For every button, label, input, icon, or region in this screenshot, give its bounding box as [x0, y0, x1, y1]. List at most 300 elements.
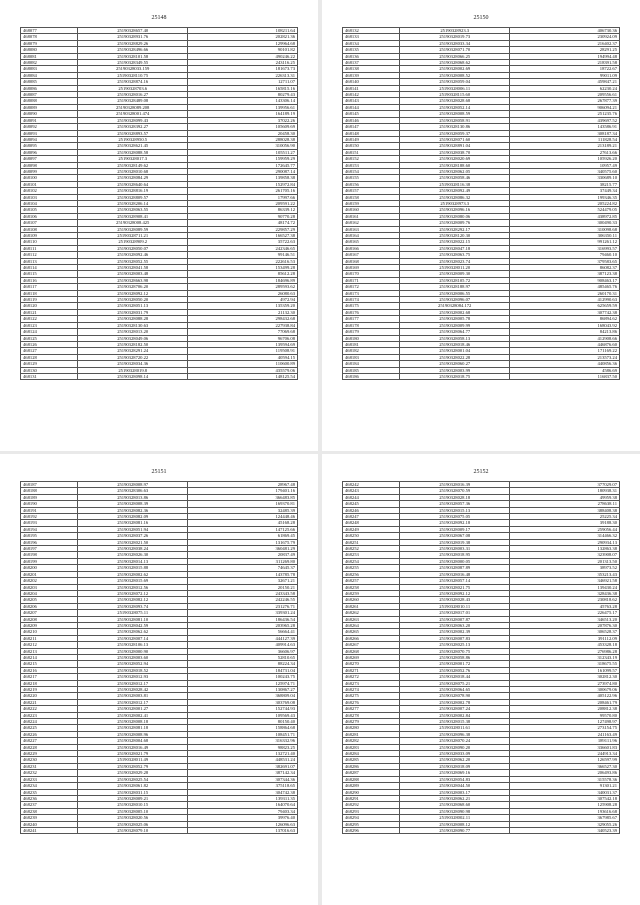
page-title: 25151 [151, 469, 167, 475]
amount-cell: 388408.38 [510, 507, 620, 513]
account-code-cell: 25190328909.2 [78, 239, 188, 245]
account-code-cell: 25190328711.21 [78, 233, 188, 239]
account-code-cell: 25190328349.55 [78, 60, 188, 66]
account-code-cell: 25190328081.16 [78, 520, 188, 526]
amount-cell: 446876.60 [510, 341, 620, 347]
amount-cell: 99570.80 [510, 712, 620, 718]
account-code-cell: 25190328092.12 [78, 290, 188, 296]
row-id-cell: 468168 [343, 258, 400, 264]
row-id-cell: 468129 [21, 361, 78, 367]
row-id-cell: 468116 [21, 277, 78, 283]
row-id-cell: 468221 [21, 699, 78, 705]
account-code-cell: 25190328050.07 [78, 245, 188, 251]
account-code-cell: 25190328090.77 [400, 827, 510, 833]
amount-cell: 213189.21 [510, 143, 620, 149]
amount-cell: 353213.43 [510, 571, 620, 577]
amount-cell: 126597.99 [510, 757, 620, 763]
row-id-cell: 468085 [21, 79, 78, 85]
row-id-cell: 468148 [343, 130, 400, 136]
amount-cell: 340575.60 [510, 168, 620, 174]
amount-cell: 227938.84 [188, 322, 298, 328]
row-id-cell: 468124 [21, 329, 78, 335]
amount-cell: 139594.69 [188, 341, 298, 347]
row-id-cell: 468240 [21, 821, 78, 827]
amount-cell: 312343.19 [510, 654, 620, 660]
row-id-cell: 468218 [21, 680, 78, 686]
account-code-cell: 25190328059.37 [400, 130, 510, 136]
amount-cell: 166527.38 [188, 233, 298, 239]
row-id-cell: 468134 [343, 40, 400, 46]
row-id-cell: 468201 [21, 571, 78, 577]
account-code-cell: 25190328082.36 [78, 507, 188, 513]
amount-cell: 96706.08 [188, 335, 298, 341]
amount-cell: 199346.35 [510, 194, 620, 200]
account-code-cell: 25190328066.25 [400, 53, 510, 59]
account-code-cell: 25190328052.94 [78, 661, 188, 667]
account-code-cell: 25190328009.76 [400, 220, 510, 226]
row-id-cell: 468295 [343, 821, 400, 827]
amount-cell: 28967.48 [188, 482, 298, 488]
account-code-cell: 25190328893.57 [78, 130, 188, 136]
row-id-cell: 468225 [21, 725, 78, 731]
row-id-cell: 468091 [21, 117, 78, 123]
amount-cell: 110600.89 [188, 361, 298, 367]
row-id-cell: 468236 [21, 795, 78, 801]
account-code-cell: 25190328028.18 [400, 494, 510, 500]
row-id-cell: 468202 [21, 578, 78, 584]
amount-cell: 346921.58 [510, 578, 620, 584]
account-code-cell: 25190328075.05 [400, 514, 510, 520]
row-id-cell: 468189 [21, 494, 78, 500]
amount-cell: 99011.09 [510, 72, 620, 78]
row-id-cell: 468089 [21, 104, 78, 110]
amount-cell: 288028.38 [188, 136, 298, 142]
account-code-cell: 25190328028.42 [78, 687, 188, 693]
amount-cell: 90101.82 [188, 47, 298, 53]
account-code-cell: 25190328009.30 [400, 271, 510, 277]
row-id-cell: 468106 [21, 213, 78, 219]
account-code-cell: 25190328059.04 [400, 79, 510, 85]
account-code-cell: 25190328064.77 [400, 329, 510, 335]
row-id-cell: 468254 [343, 558, 400, 564]
amount-cell: 26080.63 [188, 290, 298, 296]
amount-cell: 135359.20 [188, 303, 298, 309]
account-code-cell: 25190328000.05 [400, 558, 510, 564]
row-id-cell: 468163 [343, 226, 400, 232]
amount-cell: 132863.38 [510, 546, 620, 552]
row-id-cell: 468243 [343, 488, 400, 494]
amount-cell: 168043.92 [510, 322, 620, 328]
amount-cell: 74645.37 [188, 565, 298, 571]
row-id-cell: 468277 [343, 706, 400, 712]
document-page-2 [322, 0, 640, 451]
account-code-cell: 25190328028.43 [400, 597, 510, 603]
account-code-cell: 25190328012.93 [78, 674, 188, 680]
row-id-cell: 468198 [21, 552, 78, 558]
row-id-cell: 468166 [343, 245, 400, 251]
account-code-cell: 25190328007.14 [78, 635, 188, 641]
amount-cell: 375118.65 [188, 783, 298, 789]
amount-cell: 25225.34 [510, 514, 620, 520]
account-code-cell: 25190328070.75 [400, 648, 510, 654]
amount-cell: 302812.30 [510, 674, 620, 680]
amount-cell: 382691.07 [188, 763, 298, 769]
amount-cell: 304742.38 [188, 789, 298, 795]
amount-cell: 137016.63 [188, 827, 298, 833]
amount-cell: 79403.34 [188, 808, 298, 814]
amount-cell: 307344.36 [188, 776, 298, 782]
account-code-cell: 25190328033.159 [78, 66, 188, 72]
amount-cell: 171169.22 [510, 348, 620, 354]
row-id-cell: 468175 [343, 303, 400, 309]
account-code-cell: 25190328093.74 [78, 603, 188, 609]
amount-cell: 377029.07 [510, 482, 620, 488]
amount-cell: 308187.34 [510, 130, 620, 136]
row-id-cell: 468079 [21, 40, 78, 46]
row-id-cell: 468130 [21, 367, 78, 373]
amount-cell: 139430.24 [510, 584, 620, 590]
account-code-cell: 25190328706.20 [78, 284, 188, 290]
amount-cell: 290934.13 [510, 539, 620, 545]
account-code-cell: 25190328002.11 [400, 815, 510, 821]
account-code-cell: 25190328188.60 [400, 162, 510, 168]
amount-cell: 38973.52 [510, 565, 620, 571]
data-table [342, 27, 620, 380]
row-id-cell: 468270 [343, 661, 400, 667]
account-code-cell: 25190328008.96 [78, 731, 188, 737]
amount-cell: 56664.41 [188, 629, 298, 635]
account-code-cell: 25190328007.83 [400, 635, 510, 641]
amount-cell: 85612.28 [188, 271, 298, 277]
row-id-cell: 468196 [21, 539, 78, 545]
account-code-cell: 25190328064.65 [400, 687, 510, 693]
document-page-1 [0, 0, 318, 451]
account-code-cell: 25190328060.27 [400, 361, 510, 367]
account-code-cell: 25190328009.17 [400, 526, 510, 532]
amount-cell: 194994.48 [510, 53, 620, 59]
account-code-cell: 25190328182.50 [78, 341, 188, 347]
account-code-cell: 25190328013.86 [78, 494, 188, 500]
account-code-cell: 25190328028.68 [400, 98, 510, 104]
account-code-cell: 25190328016.49 [78, 744, 188, 750]
row-id-cell: 468195 [21, 533, 78, 539]
amount-cell: 448531.24 [188, 757, 298, 763]
account-code-cell: 25190328082.12 [78, 597, 188, 603]
row-id-cell: 468232 [21, 770, 78, 776]
amount-cell: 49959.38 [510, 494, 620, 500]
account-code-cell: 25190328058.91 [400, 117, 510, 123]
row-id-cell: 468207 [21, 610, 78, 616]
amount-cell: 323908.07 [510, 552, 620, 558]
account-code-cell: 25190328020.69 [400, 156, 510, 162]
row-id-cell: 468095 [21, 143, 78, 149]
amount-cell: 330689.10 [510, 175, 620, 181]
row-id-cell: 468214 [21, 654, 78, 660]
row-id-cell: 468215 [21, 661, 78, 667]
row-id-cell: 468213 [21, 648, 78, 654]
account-code-cell: 25190328022.28 [400, 354, 510, 360]
row-id-cell: 468123 [21, 322, 78, 328]
row-id-cell: 468285 [343, 757, 400, 763]
account-code-cell: 25190328058.46 [400, 175, 510, 181]
row-id-cell: 468259 [343, 590, 400, 596]
account-code-cell: 25190328062.05 [400, 168, 510, 174]
amount-cell: 164189.19 [188, 111, 298, 117]
account-code-cell: 25190328098.14 [78, 373, 188, 379]
amount-cell: 289593.62 [188, 284, 298, 290]
row-id-cell: 468193 [21, 520, 78, 526]
amount-cell: 79460.10 [510, 252, 620, 258]
row-id-cell: 468266 [343, 635, 400, 641]
account-code-cell: 25190328188.97 [400, 284, 510, 290]
account-code-cell: 25190328081.10 [78, 616, 188, 622]
row-id-cell: 468234 [21, 783, 78, 789]
row-id-cell: 468239 [21, 815, 78, 821]
account-code-cell: 25190328106.13 [78, 642, 188, 648]
amount-cell: 366483.85 [188, 494, 298, 500]
account-code-cell: 25190328051.94 [78, 526, 188, 532]
amount-cell: 242246.55 [188, 597, 298, 603]
row-id-cell: 468160 [343, 207, 400, 213]
amount-cell: 438972.85 [510, 213, 620, 219]
row-id-cell: 468248 [343, 520, 400, 526]
account-code-cell: 25190328720.22 [78, 354, 188, 360]
data-table [20, 481, 298, 834]
row-id-cell: 468103 [21, 194, 78, 200]
account-code-cell: 25190328063.55 [78, 207, 188, 213]
amount-cell: 367985.67 [510, 815, 620, 821]
amount-cell: 213573.24 [510, 354, 620, 360]
account-code-cell: 25190328130.63 [78, 322, 188, 328]
account-code-cell: 25190328002.39 [400, 629, 510, 635]
row-id-cell: 468293 [343, 808, 400, 814]
account-code-cell: 25190328052.55 [78, 258, 188, 264]
row-id-cell: 468257 [343, 578, 400, 584]
row-id-cell: 468290 [343, 789, 400, 795]
row-id-cell: 468220 [21, 693, 78, 699]
account-code-cell: 25190328075.11 [78, 610, 188, 616]
row-id-cell: 468156 [343, 181, 400, 187]
account-code-cell: 25190328041.58 [78, 265, 188, 271]
amount-cell: 105609.69 [188, 124, 298, 130]
row-id-cell: 468142 [343, 92, 400, 98]
row-id-cell: 468125 [21, 335, 78, 341]
amount-cell: 161099.57 [510, 667, 620, 673]
account-code-cell: 25190328002.62 [78, 571, 188, 577]
account-code-cell: 25190328015.69 [78, 578, 188, 584]
row-id-cell: 468108 [21, 226, 78, 232]
account-code-cell: 25190328080.06 [400, 213, 510, 219]
account-code-cell: 25190328018.95 [400, 552, 510, 558]
row-id-cell: 468185 [343, 367, 400, 373]
account-code-cell: 25190328089.59 [78, 226, 188, 232]
amount-cell: 307742.38 [510, 309, 620, 315]
amount-cell: 311269.80 [188, 558, 298, 564]
row-id-cell: 468138 [343, 66, 400, 72]
account-code-cell: 25190328033.34 [400, 40, 510, 46]
account-code-cell: 25190328021.50 [78, 539, 188, 545]
row-id-cell: 468109 [21, 233, 78, 239]
account-code-cell: 25190328011.20 [400, 265, 510, 271]
account-code-cell: 25190328092.12 [400, 590, 510, 596]
account-code-cell: 25190328950.5 [78, 136, 188, 142]
amount-cell: 412990.63 [510, 297, 620, 303]
amount-cell: 306350.11 [510, 233, 620, 239]
row-id-cell: 468098 [21, 162, 78, 168]
account-code-cell: 25190328392.27 [78, 124, 188, 130]
row-id-cell: 468190 [21, 501, 78, 507]
row-id-cell: 468283 [343, 744, 400, 750]
account-code-cell: 25190328037.26 [78, 533, 188, 539]
row-id-cell: 468226 [21, 731, 78, 737]
account-code-cell: 25190328020.56 [78, 815, 188, 821]
amount-cell: 108451.71 [188, 731, 298, 737]
account-code-cell: 25190328002.69 [400, 66, 510, 72]
amount-cell: 243343.58 [188, 590, 298, 596]
account-code-cell: 25190328018.09 [400, 763, 510, 769]
row-id-cell: 468279 [343, 719, 400, 725]
account-code-cell: 25190328025.54 [78, 776, 188, 782]
amount-cell: 316332.96 [188, 738, 298, 744]
amount-cell: 260170.31 [510, 290, 620, 296]
account-code-cell: 25190328088.58 [78, 149, 188, 155]
row-id-cell: 468146 [343, 117, 400, 123]
amount-cell: 91301.21 [510, 783, 620, 789]
account-code-cell: 25190328101.58 [78, 53, 188, 59]
account-code-cell: 25190328004.68 [78, 738, 188, 744]
row-id-cell: 468224 [21, 719, 78, 725]
row-id-cell: 468167 [343, 252, 400, 258]
amount-cell: 231276.71 [188, 603, 298, 609]
account-code-cell: 25190328931.76 [78, 34, 188, 40]
row-id-cell: 468251 [343, 539, 400, 545]
row-id-cell: 468245 [343, 501, 400, 507]
amount-cell: 105511.27 [188, 149, 298, 155]
amount-cell: 98823.25 [188, 744, 298, 750]
row-id-cell: 468145 [343, 111, 400, 117]
amount-cell: 4586.69 [510, 367, 620, 373]
amount-cell: 147125.66 [188, 526, 298, 532]
account-code-cell: 25190328007.87 [400, 616, 510, 622]
account-code-cell: 25190328012.56 [78, 584, 188, 590]
account-code-cell: 25190328973.3 [400, 200, 510, 206]
amount-cell: 152744.93 [188, 706, 298, 712]
account-code-cell: 25190328070.24 [400, 738, 510, 744]
amount-cell: 412908.66 [510, 335, 620, 341]
amount-cell: 453328.18 [510, 642, 620, 648]
amount-cell: 241163.49 [510, 731, 620, 737]
account-code-cell: 25190328087.89 [400, 565, 510, 571]
row-id-cell: 468174 [343, 297, 400, 303]
page-title: 25148 [151, 15, 167, 21]
amount-cell: 346513.20 [510, 616, 620, 622]
row-id-cell: 468235 [21, 789, 78, 795]
account-code-cell: 25190328008.97 [78, 482, 188, 488]
row-id-cell: 468137 [343, 60, 400, 66]
amount-cell: 90770.28 [188, 213, 298, 219]
account-code-cell: 25190328489.08 [78, 98, 188, 104]
row-id-cell: 468200 [21, 565, 78, 571]
row-id-cell: 468278 [343, 712, 400, 718]
account-code-cell: 25190328120.30 [400, 233, 510, 239]
amount-cell: 105926.20 [510, 156, 620, 162]
amount-cell: 290087.14 [188, 168, 298, 174]
account-code-cell: 25190328015.88 [78, 565, 188, 571]
row-id-cell: 468280 [343, 725, 400, 731]
amount-cell: 230818.62 [510, 597, 620, 603]
row-id-cell: 468182 [343, 348, 400, 354]
amount-cell: 328436.38 [510, 590, 620, 596]
amount-cell: 368809.04 [188, 693, 298, 699]
row-id-cell: 468099 [21, 168, 78, 174]
amount-cell: 300679.06 [510, 687, 620, 693]
row-id-cell: 468204 [21, 590, 78, 596]
amount-cell: 201313.50 [510, 558, 620, 564]
amount-cell: 129964.68 [188, 40, 298, 46]
amount-cell: 339301.24 [188, 610, 298, 616]
account-code-cell: 25190328001.27 [78, 706, 188, 712]
amount-cell: 124448.46 [188, 514, 298, 520]
amount-cell: 222616.53 [188, 258, 298, 264]
account-code-cell: 25190328007.24 [400, 706, 510, 712]
account-code-cell: 25190328051.13 [78, 303, 188, 309]
row-id-cell: 468223 [21, 712, 78, 718]
row-id-cell: 468231 [21, 763, 78, 769]
amount-cell: 17997.66 [188, 194, 298, 200]
account-code-cell: 25190328012.17 [78, 699, 188, 705]
account-code-cell: 25190328029.28 [78, 770, 188, 776]
row-id-cell: 468110 [21, 239, 78, 245]
account-code-cell: 25190328016.39 [400, 482, 510, 488]
account-code-cell: 25190328058.13 [400, 335, 510, 341]
data-table [20, 27, 298, 380]
account-code-cell: 25190328078.90 [400, 693, 510, 699]
account-code-cell: 25190328071.70 [400, 47, 510, 53]
amount-cell: 276986.28 [510, 648, 620, 654]
row-id-cell: 468084 [21, 72, 78, 78]
amount-cell: 218391.58 [510, 60, 620, 66]
account-code-cell: 25190328070.59 [400, 488, 510, 494]
account-code-cell: 25190328005.10 [78, 808, 188, 814]
amount-cell: 206493.86 [510, 770, 620, 776]
account-code-cell: 25190328033.09 [400, 751, 510, 757]
row-id-cell: 468289 [343, 783, 400, 789]
amount-cell: 18722.67 [510, 66, 620, 72]
row-id-cell: 468087 [21, 92, 78, 98]
account-code-cell: 25190328291.24 [78, 348, 188, 354]
account-code-cell: 25190328012.17 [78, 680, 188, 686]
amount-cell: 379583.65 [510, 258, 620, 264]
row-id-cell: 468296 [343, 827, 400, 833]
amount-cell: 39188.30 [510, 520, 620, 526]
account-code-cell: 25190328003.31 [400, 546, 510, 552]
row-id-cell: 468250 [343, 533, 400, 539]
account-code-cell: 25190328072.12 [78, 590, 188, 596]
account-code-cell: 25190328081.18 [78, 725, 188, 731]
account-code-cell: 25190328068.60 [400, 802, 510, 808]
row-id-cell: 468222 [21, 706, 78, 712]
account-code-cell: 25190328096.38 [400, 731, 510, 737]
amount-cell: 159959.29 [188, 156, 298, 162]
amount-cell: 340031.37 [510, 789, 620, 795]
amount-cell: 273974.80 [510, 680, 620, 686]
amount-cell: 229857.29 [188, 226, 298, 232]
amount-cell: 139311.35 [188, 795, 298, 801]
row-id-cell: 468242 [343, 482, 400, 488]
account-code-cell: 25190328038.70 [400, 149, 510, 155]
row-id-cell: 468126 [21, 341, 78, 347]
account-code-cell: 25190328657.40 [78, 28, 188, 34]
